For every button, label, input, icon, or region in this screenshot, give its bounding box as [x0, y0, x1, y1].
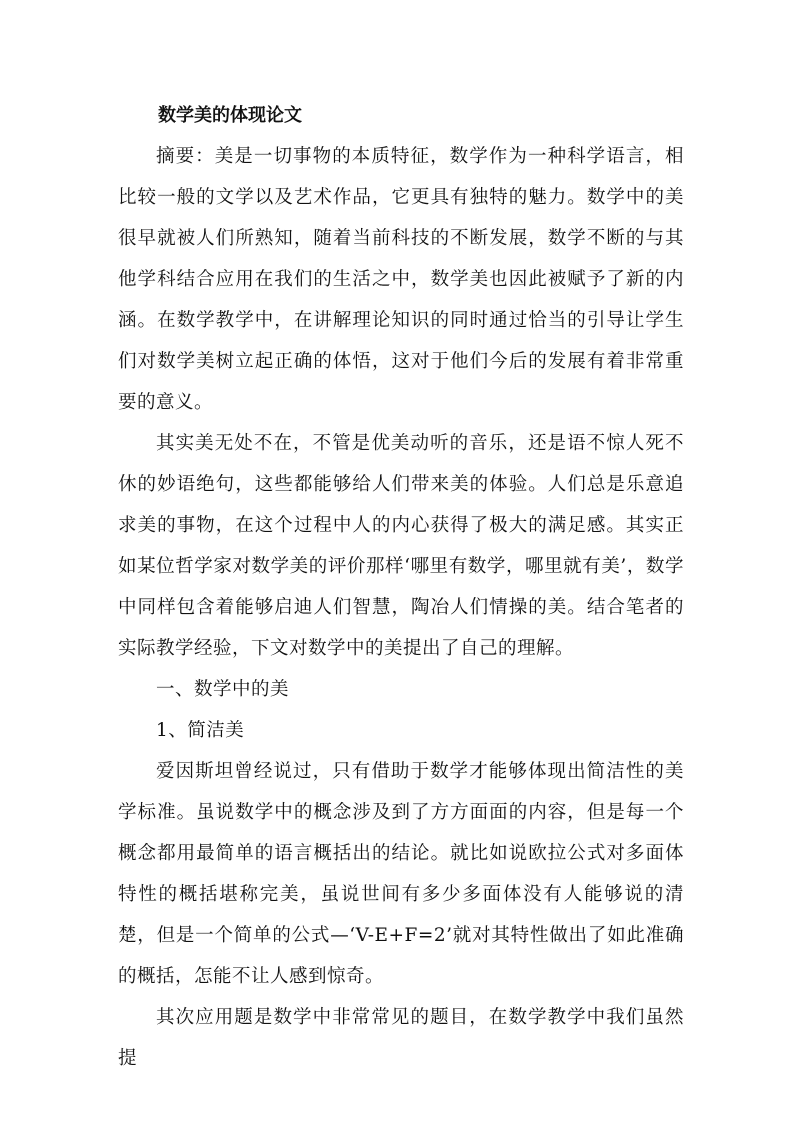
- subsection-heading: 1、简洁美: [156, 720, 245, 741]
- section-heading: 一、数学中的美: [156, 679, 290, 700]
- abstract-paragraph: 摘要：美是一切事物的本质特征，数学作为一种科学语言，相比较一般的文学以及艺术作品，它更具有独特的魅力。数学中的美很早就被人们所熟知，随着当前科技的不断发展，数学不断的与其他学科结合应用在我们的生活之中，数学美也因此被赋予了新的内涵。在数学教学中，在讲解理论知识的同时通过恰当的引导让学生们对数学美树立起正确的体悟，这对于他们今后的发展有着非常重要的意义。: [118, 146, 684, 413]
- document-body: [118, 100, 684, 1079]
- intro-paragraph: 其实美无处不在，不管是优美动听的音乐，还是语不惊人死不休的妙语绝句，这些都能够给人们带来美的体验。人们总是乐意追求美的事物，在这个过程中人的内心获得了极大的满足感。其实正如某位哲学家对数学美的评价那样‘哪里有数学，哪里就有美’，数学中同样包含着能够启迪人们智慧，陶冶人们情操的美。结合笔者的实际教学经验，下文对数学中的美提出了自己的理解。: [118, 433, 684, 659]
- application-paragraph: 其次应用题是数学中非常常见的题目，在数学教学中我们虽然提: [118, 1007, 684, 1069]
- document-title: 数学美的体现论文: [158, 105, 302, 126]
- simplicity-paragraph: 爱因斯坦曾经说过，只有借助于数学才能够体现出简洁性的美学标准。虽说数学中的概念涉及到了方方面面的内容，但是每一个概念都用最简单的语言概括出的结论。就比如说欧拉公式对多面体特性的概括堪称完美，虽说世间有多少多面体没有人能够说的清楚，但是一个简单的公式—‘V-E+F=2’就对其特性做出了如此准确的概括，怎能不让人感到惊奇。: [118, 761, 684, 987]
